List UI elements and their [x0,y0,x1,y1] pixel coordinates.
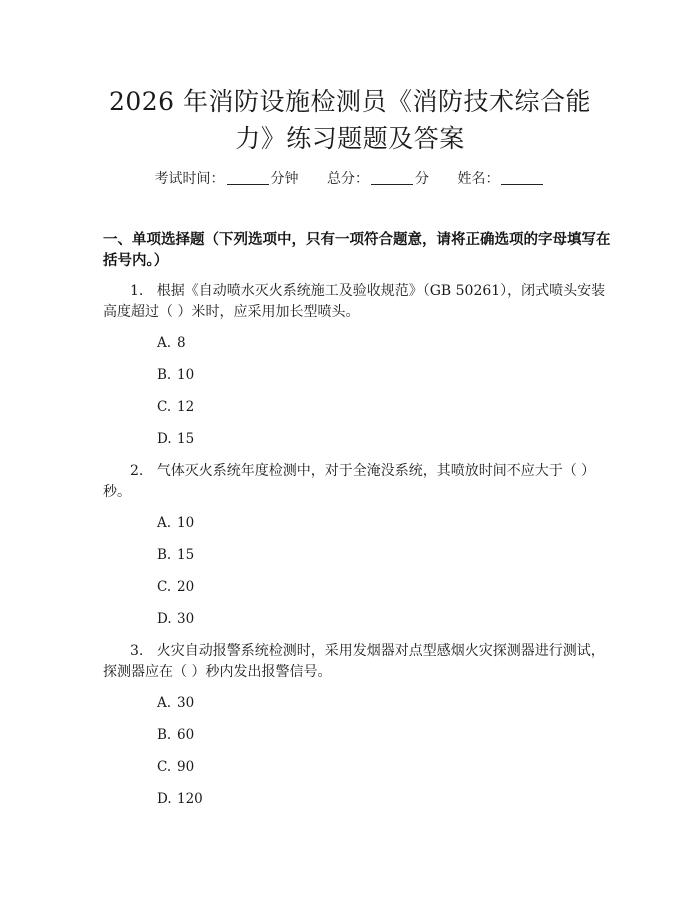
option-text: 60 [177,727,195,743]
option-letter: C. [157,759,172,775]
option-letter: D. [157,611,172,627]
section-heading-line-2: 括号内。） [103,253,169,269]
option-letter: A. [157,515,172,531]
option-text: 15 [177,547,195,563]
option-text: 120 [177,791,203,807]
option-text: 8 [177,335,186,351]
question-1-text-line-2: 高度超过（ ）米时，应采用加长型喷头。 [103,304,360,320]
total-score-unit: 分 [415,171,429,187]
option-letter: B. [157,367,172,383]
exam-time-blank[interactable] [227,170,269,185]
question-3-number: 3. [130,643,144,659]
option-letter: C. [157,579,172,595]
option-letter: A. [157,335,172,351]
question-3-stem-line-1 [130,641,605,661]
question-1-option-a[interactable] [157,333,186,353]
exam-meta-row [0,169,700,189]
question-3-text-line-1: 火灾自动报警系统检测时，采用发烟器对点型感烟火灾探测器进行测试， [156,643,605,659]
option-text: 90 [177,759,195,775]
question-2-number: 2. [130,463,144,479]
option-text: 12 [177,399,195,415]
name-blank[interactable] [501,170,543,185]
question-3-option-a[interactable] [157,693,194,713]
total-score-label: 总分： [327,171,369,187]
option-text: 20 [177,579,195,595]
option-text: 10 [177,367,195,383]
question-2-stem-line-1 [130,461,595,481]
option-text: 15 [177,431,195,447]
question-2-text-line-1: 气体灭火系统年度检测中，对于全淹没系统，其喷放时间不应大于（ ） [156,463,596,479]
question-2-text-line-2: 秒。 [103,484,131,500]
question-1-option-d[interactable] [157,429,194,449]
option-text: 30 [177,611,195,627]
question-1-number: 1. [130,283,144,299]
question-1-option-b[interactable] [157,365,194,385]
question-2-option-a[interactable] [157,513,194,533]
question-3-option-c[interactable] [157,757,194,777]
option-letter: D. [157,791,172,807]
name-label: 姓名： [457,171,500,187]
document-title-line-2: 力》练习题题及答案 [235,124,465,153]
option-letter: C. [157,399,172,415]
question-1-option-c[interactable] [157,397,194,417]
question-3-text-line-2: 探测器应在（ ）秒内发出报警信号。 [103,664,332,680]
question-2-option-b[interactable] [157,545,194,565]
exam-time-label: 考试时间： [154,171,225,187]
exam-time-unit: 分钟 [270,171,299,187]
question-2-option-c[interactable] [157,577,194,597]
exam-time-field [155,171,303,187]
total-score-blank[interactable] [371,170,413,185]
question-1-stem-line-1 [130,281,605,301]
document-title-line-1: 2026 年消防设施检测员《消防技术综合能 [108,87,592,116]
option-text: 10 [177,515,195,531]
option-letter: D. [157,431,172,447]
total-score-field [327,171,433,187]
question-2-option-d[interactable] [157,609,194,629]
question-1-text-line-1: 根据《自动喷水灭火系统施工及验收规范》（GB 50261），闭式喷头安装 [156,283,606,299]
section-heading-line-1: 一、单项选择题（下列选项中，只有一项符合题意，请将正确选项的字母填写在 [103,232,611,248]
question-3-option-d[interactable] [157,789,203,809]
option-letter: B. [157,547,172,563]
option-text: 30 [177,695,195,711]
question-3-option-b[interactable] [157,725,194,745]
name-field [457,171,545,187]
option-letter: A. [157,695,172,711]
option-letter: B. [157,727,172,743]
